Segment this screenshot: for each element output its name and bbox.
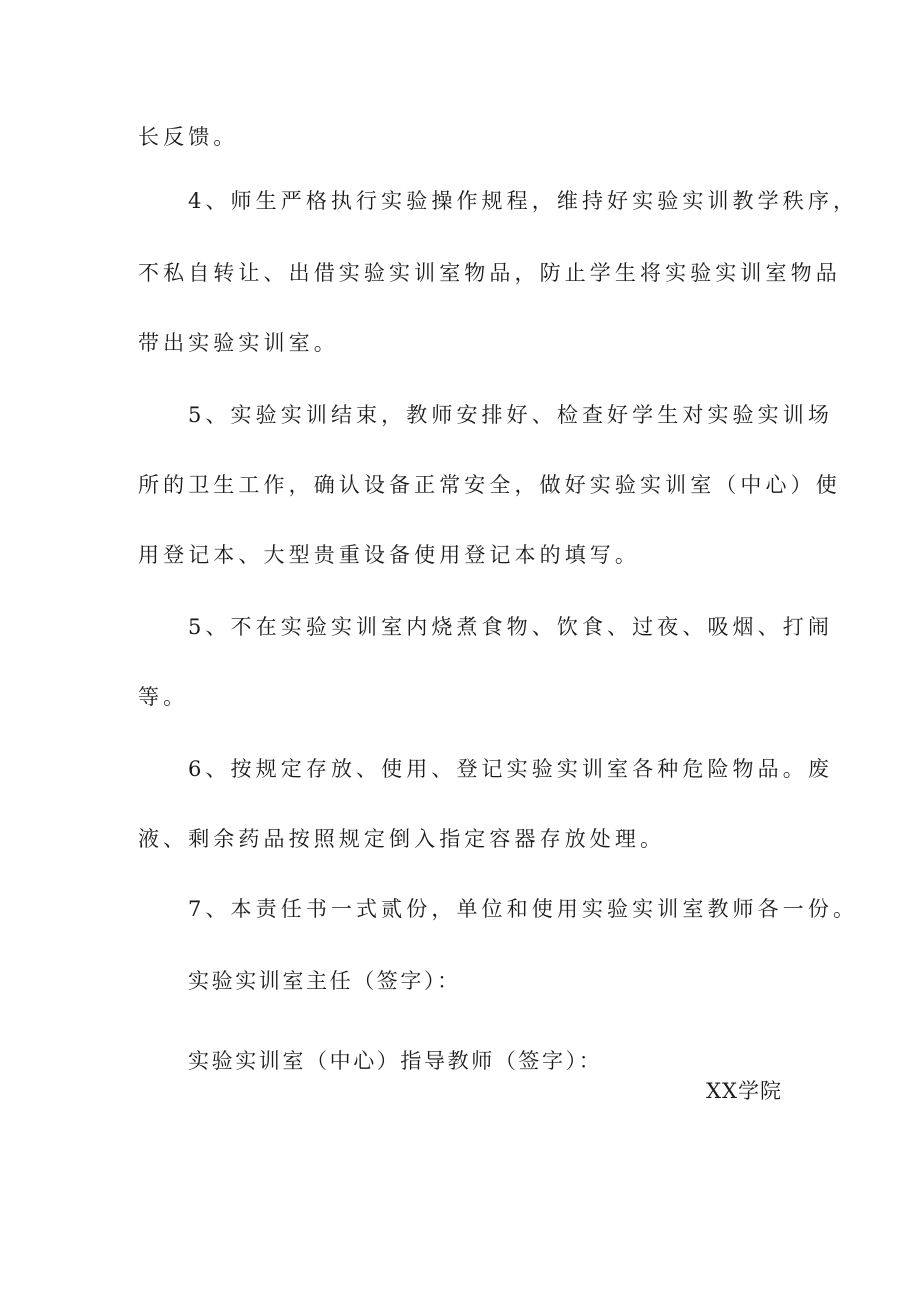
paragraph-6-line-2: 液、剩余药品按照规定倒入指定容器存放处理。 xyxy=(138,827,666,851)
paragraph-4-line-1: 4、师生严格执行实验操作规程，维持好实验实训教学秩序， xyxy=(188,189,859,213)
paragraph-5a-line-2: 所的卫生工作，确认设备正常安全，做好实验实训室（中心）使 xyxy=(138,473,841,497)
paragraph-4-line-2: 不私自转让、出借实验实训室物品，防止学生将实验实训室物品 xyxy=(138,261,841,285)
paragraph-4-line-3: 带出实验实训室。 xyxy=(138,331,339,355)
paragraph-6-line-1: 6、按规定存放、使用、登记实验实训室各种危险物品。废 xyxy=(188,757,833,781)
paragraph-5a-line-3: 用登记本、大型贵重设备使用登记本的填写。 xyxy=(138,543,640,567)
paragraph-5b-line-2: 等。 xyxy=(138,685,189,709)
paragraph-7-line-1: 7、本责任书一式贰份，单位和使用实验实训室教师各一份。 xyxy=(188,897,859,921)
institution-name: XX学院 xyxy=(706,1079,782,1103)
paragraph-5b-line-1: 5、不在实验实训室内烧煮食物、饮食、过夜、吸烟、打闹 xyxy=(188,615,833,639)
director-signature-label: 实验实训室主任（签字）： xyxy=(188,969,461,993)
paragraph-3-line-2: 长反馈。 xyxy=(138,125,239,149)
paragraph-5a-line-1: 5、实验实训结束，教师安排好、检查好学生对实验实训场 xyxy=(188,403,833,427)
instructor-signature-label: 实验实训室（中心）指导教师（签字）： xyxy=(188,1049,603,1073)
